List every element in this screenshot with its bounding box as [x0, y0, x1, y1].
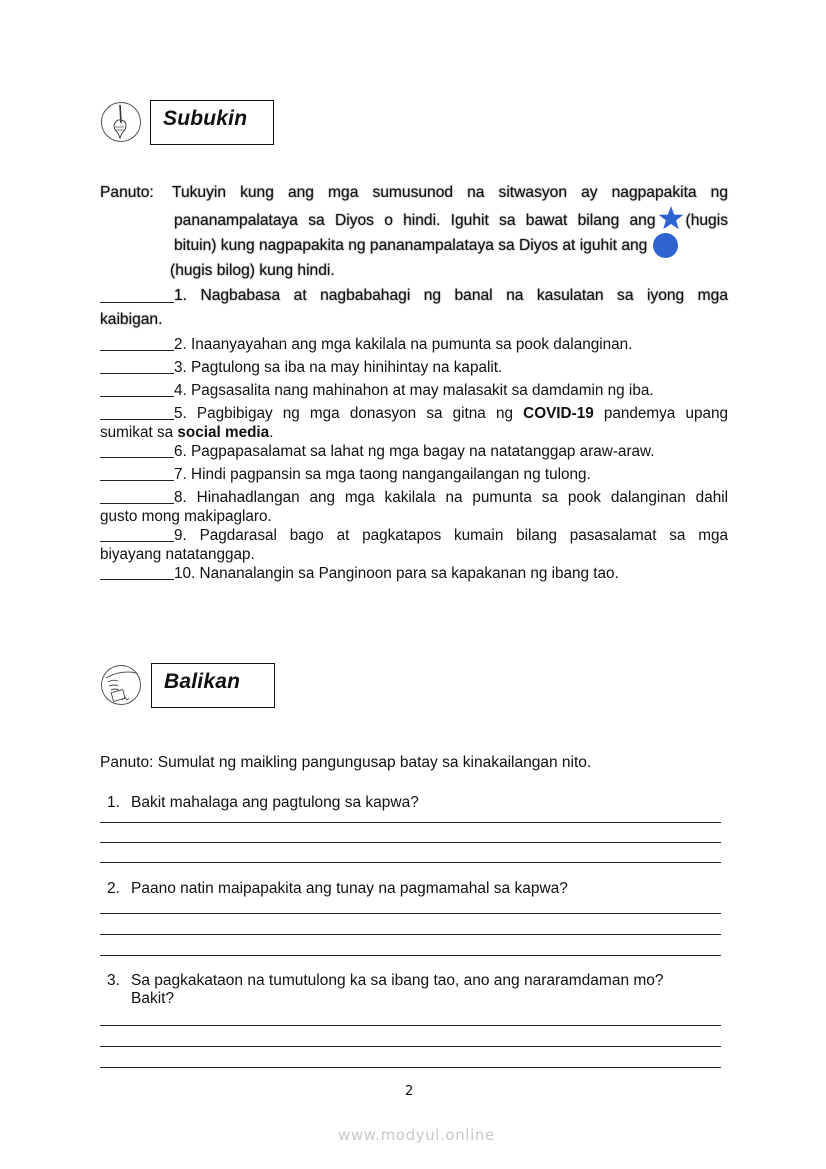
answer-line[interactable] [100, 934, 721, 935]
star-icon [658, 205, 684, 231]
list-item: 9. Pagdarasal bago at pagkatapos kumain bilang pasasalamat sa mga biyayang natatanggap. [100, 527, 728, 563]
panuto-line: Tukuyin kung ang mga sumusunod na sitwasyon ay nagpapakita ng [172, 184, 728, 201]
list-item: 6. Pagpapasalamat sa lahat ng mga bagay na natatanggap araw-araw. [100, 442, 728, 462]
list-item: 4. Pagsasalita nang mahinahon at may malasakit sa damdamin ng iba. [100, 381, 728, 401]
answer-line[interactable] [100, 1046, 721, 1047]
answer-line[interactable] [100, 913, 721, 914]
section-header-balikan [151, 663, 275, 708]
answer-blank[interactable] [100, 526, 174, 542]
answer-blank[interactable] [100, 488, 174, 504]
section-header-subukin [150, 100, 274, 145]
question-item: 2. Paano natin maipapakita ang tunay na pagmamahal sa kapwa? [107, 880, 568, 897]
answer-blank[interactable] [100, 284, 174, 303]
answer-blank[interactable] [100, 358, 174, 374]
panuto-label: Panuto: [100, 184, 154, 201]
panuto-line: (hugis bilog) kung hindi. [170, 262, 335, 279]
question-item: 3. Sa pagkakataon na tumutulong ka sa ibang tao, ano ang nararamdaman mo? Bakit? [107, 972, 664, 1007]
watermark: www.modyul.online [338, 1126, 495, 1144]
section-title: Balikan [164, 670, 241, 693]
circle-icon [653, 233, 678, 258]
answer-line[interactable] [100, 862, 721, 863]
list-item: 1. Nagbabasa at nagbabahagi ng banal na kasulatan sa iyong mga kaibigan. [100, 284, 728, 331]
question-item: 1. Bakit mahalaga ang pagtulong sa kapwa? [107, 794, 419, 811]
answer-blank[interactable] [100, 442, 174, 458]
list-item: 5. Pagbibigay ng mga donasyon sa gitna ng COVID-19 pandemya upang sumikat sa social media. [100, 405, 728, 441]
section-title: Subukin [163, 107, 248, 130]
hand-holding-pencil-icon [100, 101, 142, 143]
answer-line[interactable] [100, 955, 721, 956]
subukin-items-list [100, 284, 728, 587]
answer-blank[interactable] [100, 335, 174, 351]
list-item: 10. Nananalangin sa Panginoon para sa kapakanan ng ibang tao. [100, 564, 728, 584]
hand-writing-icon [100, 664, 142, 706]
panuto-line: bituin) kung nagpapakita ng pananampalataya sa Diyos at iguhit ang [174, 233, 678, 258]
answer-line[interactable] [100, 1067, 721, 1068]
list-item: 8. Hinahadlangan ang mga kakilala na pumunta sa pook dalanginan dahil gusto mong makipaglaro. [100, 489, 729, 525]
list-item: 7. Hindi pagpansin sa mga taong nangangailangan ng tulong. [100, 465, 728, 485]
answer-blank[interactable] [100, 381, 174, 397]
page-number: 2 [405, 1084, 414, 1099]
panuto-line: pananampalataya sa Diyos o hindi. Iguhit sa bawat bilang ang (hugis [174, 205, 728, 233]
answer-line[interactable] [100, 1025, 721, 1026]
subukin-instructions [100, 180, 728, 283]
balikan-instructions: Panuto: Sumulat ng maikling pangungusap batay sa kinakailangan nito. [100, 754, 592, 771]
answer-blank[interactable] [100, 465, 174, 481]
answer-blank[interactable] [100, 404, 174, 420]
answer-line[interactable] [100, 822, 721, 823]
list-item: 3. Pagtulong sa iba na may hinihintay na kapalit. [100, 358, 728, 378]
answer-line[interactable] [100, 842, 721, 843]
list-item: 2. Inaanyayahan ang mga kakilala na pumunta sa pook dalanginan. [100, 335, 728, 355]
answer-blank[interactable] [100, 564, 174, 580]
